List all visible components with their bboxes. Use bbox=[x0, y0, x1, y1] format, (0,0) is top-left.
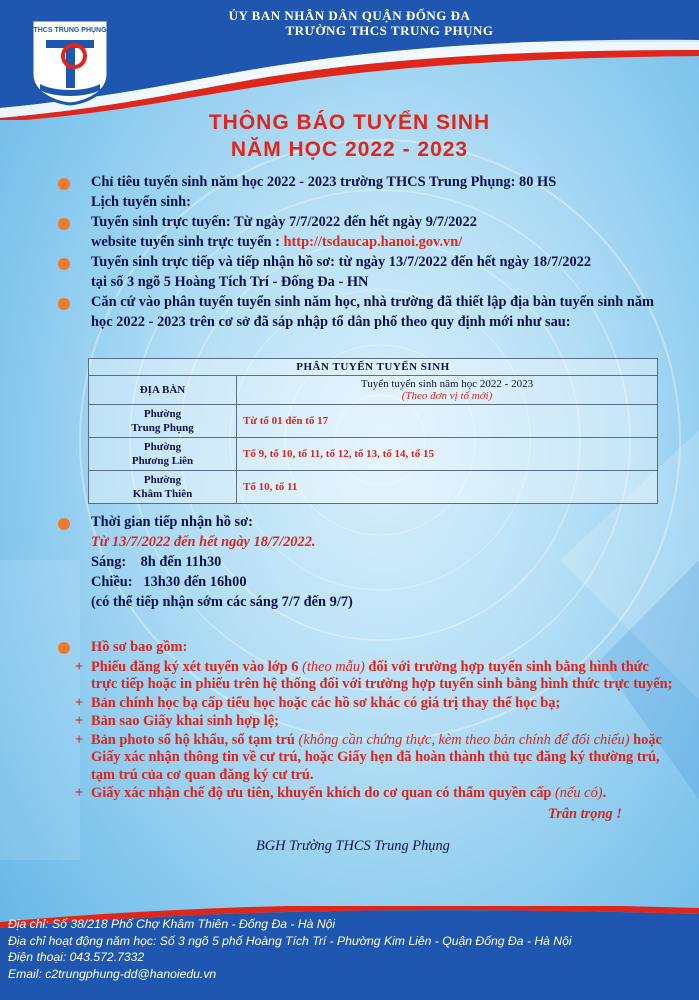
closing-regards: Trân trọng ! bbox=[548, 806, 622, 822]
footer-address: Địa chỉ: Số 38/218 Phố Chợ Khâm Thiên - Đống Đa - Hà Nội bbox=[8, 917, 336, 931]
document-item bbox=[58, 695, 678, 713]
intro-section bbox=[58, 172, 678, 332]
documents-label: Hồ sơ bao gồm: bbox=[91, 639, 188, 655]
zoning-item bbox=[58, 292, 678, 332]
schedule-label: Lịch tuyển sinh: bbox=[91, 194, 191, 210]
announcement-title: THÔNG BÁO TUYỂN SINH bbox=[208, 111, 491, 134]
website-label: website tuyển sinh trực tuyến : bbox=[91, 234, 284, 250]
documents-heading bbox=[58, 639, 678, 657]
column-header-ward: ĐỊA BÀN bbox=[89, 376, 237, 405]
ward-prefix: Phường bbox=[143, 474, 182, 486]
online-item bbox=[58, 212, 678, 252]
plus-icon: + bbox=[75, 713, 84, 729]
doc-text: Bản sao Giấy khai sinh hợp lệ; bbox=[91, 713, 279, 729]
reception-period: Từ 13/7/2022 đến hết ngày 18/7/2022. bbox=[91, 534, 316, 550]
teams-cell: Từ tổ 01 đến tổ 17 bbox=[237, 405, 658, 438]
table-caption: PHÂN TUYẾN TUYỂN SINH bbox=[89, 359, 658, 376]
teams-cell: Tổ 10, tổ 11 bbox=[237, 471, 658, 504]
ward-name: Khâm Thiên bbox=[132, 488, 193, 500]
document-item bbox=[58, 785, 678, 803]
footer-email[interactable]: Email: c2trungphung-dd@hanoiedu.vn bbox=[8, 966, 217, 981]
document-item bbox=[58, 713, 678, 731]
zoning-text: Căn cứ vào phân tuyến tuyển sinh năm học, nhà trường đã thiết lập địa bàn tuyển sinh năm học 2022 - 2023 trên cơ sở đã sáp nhập tổ dân phố theo quy định mới như sau: bbox=[91, 294, 655, 330]
announcement-year: NĂM HỌC 2022 - 2023 bbox=[230, 138, 469, 161]
table-row bbox=[89, 471, 658, 504]
direct-place: tại số 3 ngõ 5 Hoàng Tích Trí - Đống Đa - HN bbox=[91, 274, 369, 290]
plus-icon: + bbox=[75, 731, 84, 748]
bullet-icon bbox=[58, 258, 70, 270]
teams-cell: Tổ 9, tổ 10, tổ 11, tổ 12, tổ 13, tổ 14, tổ 15 bbox=[237, 438, 658, 471]
doc-text: Bản chính học bạ cấp tiểu học hoặc các hồ sơ khác có giá trị thay thế học bạ; bbox=[91, 694, 561, 711]
document-item bbox=[58, 732, 678, 785]
doc-note: (không cần chứng thực, kèm theo bản chính để đối chiếu) bbox=[298, 731, 630, 748]
direct-text: Tuyển sinh trực tiếp và tiếp nhận hồ sơ: từ ngày 13/7/2022 đến hết ngày 18/7/2022 bbox=[91, 254, 592, 270]
quota-text: Chỉ tiêu tuyển sinh năm học 2022 - 2023 trường THCS Trung Phụng: 80 HS bbox=[91, 174, 557, 190]
column-header-teams-sub: (Theo đơn vị tổ mới) bbox=[401, 390, 493, 402]
reception-item bbox=[58, 512, 678, 612]
table-row bbox=[89, 405, 658, 438]
doc-note: (nếu có) bbox=[555, 785, 603, 801]
doc-text: hoặc Giấy xác nhận thông tin về cư trú, hoặc Giấy hẹn đã hoàn thành thủ tục đăng ký thường trú, tạm trú của cơ quan đăng ký cư trú. bbox=[91, 731, 662, 783]
column-header-teams bbox=[237, 376, 658, 405]
header-authority: ỦY BAN NHÂN DÂN QUẬN ĐỐNG ĐA bbox=[228, 8, 471, 23]
ward-name: Phương Liên bbox=[131, 455, 194, 467]
column-header-teams-label: Tuyển tuyển sinh năm học 2022 - 2023 bbox=[360, 378, 534, 390]
ward-prefix: Phường bbox=[143, 408, 182, 420]
footer-contact bbox=[8, 916, 572, 982]
bullet-icon bbox=[58, 298, 70, 310]
ward-cell bbox=[89, 405, 237, 438]
documents-section bbox=[58, 639, 678, 804]
reception-section bbox=[58, 512, 678, 612]
online-text: Tuyển sinh trực tuyến: Từ ngày 7/7/2022 đến hết ngày 9/7/2022 bbox=[91, 214, 477, 230]
plus-icon: + bbox=[75, 785, 84, 801]
quota-item bbox=[58, 172, 678, 212]
ward-cell bbox=[89, 471, 237, 504]
footer-address-operating: Địa chỉ hoạt động năm học: Số 3 ngõ 5 phố Hoàng Tích Trí - Phường Kim Liên - Quận Đống Đa - Hà Nội bbox=[8, 933, 572, 948]
footer-phone: Điện thoại: 043.572.7332 bbox=[8, 950, 145, 964]
header-school-name: TRƯỜNG THCS TRUNG PHỤNG bbox=[285, 23, 494, 38]
doc-text: Giấy xác nhận chế độ ưu tiên, khuyến khích do cơ quan có thẩm quyền cấp bbox=[91, 785, 556, 801]
bullet-icon bbox=[58, 218, 70, 230]
direct-item bbox=[58, 252, 678, 292]
ward-name: Trung Phụng bbox=[131, 422, 194, 434]
signature: BGH Trường THCS Trung Phụng bbox=[256, 838, 450, 854]
reception-morning: Sáng: 8h đến 11h30 bbox=[91, 554, 222, 570]
reception-note: (có thể tiếp nhận sớm các sáng 7/7 đến 9/7) bbox=[91, 594, 353, 610]
zoning-table bbox=[88, 358, 658, 504]
ward-cell bbox=[89, 438, 237, 471]
svg-text:THCS TRUNG PHỤNG: THCS TRUNG PHỤNG bbox=[33, 27, 107, 34]
plus-icon: + bbox=[75, 658, 84, 675]
bullet-icon bbox=[58, 642, 70, 654]
doc-text: . bbox=[602, 785, 607, 801]
doc-text: Phiếu đăng ký xét tuyển vào lớp 6 bbox=[91, 658, 303, 675]
bullet-icon bbox=[58, 518, 70, 530]
reception-afternoon: Chiều: 13h30 đến 16h00 bbox=[91, 574, 247, 590]
reception-label: Thời gian tiếp nhận hồ sơ: bbox=[91, 514, 253, 530]
plus-icon: + bbox=[75, 694, 84, 711]
ward-prefix: Phường bbox=[143, 441, 182, 453]
doc-text: đối với trường hợp tuyển sinh bằng hình thức trực tiếp hoặc in phiếu trên hệ thống đối với trường hợp tuyển sinh bằng hình thức trực tuyến; bbox=[91, 658, 673, 692]
doc-text: Bản photo sổ hộ khẩu, sổ tạm trú bbox=[91, 731, 299, 748]
table-row bbox=[89, 438, 658, 471]
school-logo bbox=[24, 14, 116, 106]
website-link[interactable]: http://tsdaucap.hanoi.gov.vn/ bbox=[283, 234, 463, 250]
doc-note: (theo mẫu) bbox=[302, 658, 365, 675]
document-item bbox=[58, 659, 678, 694]
bullet-icon bbox=[58, 178, 70, 190]
